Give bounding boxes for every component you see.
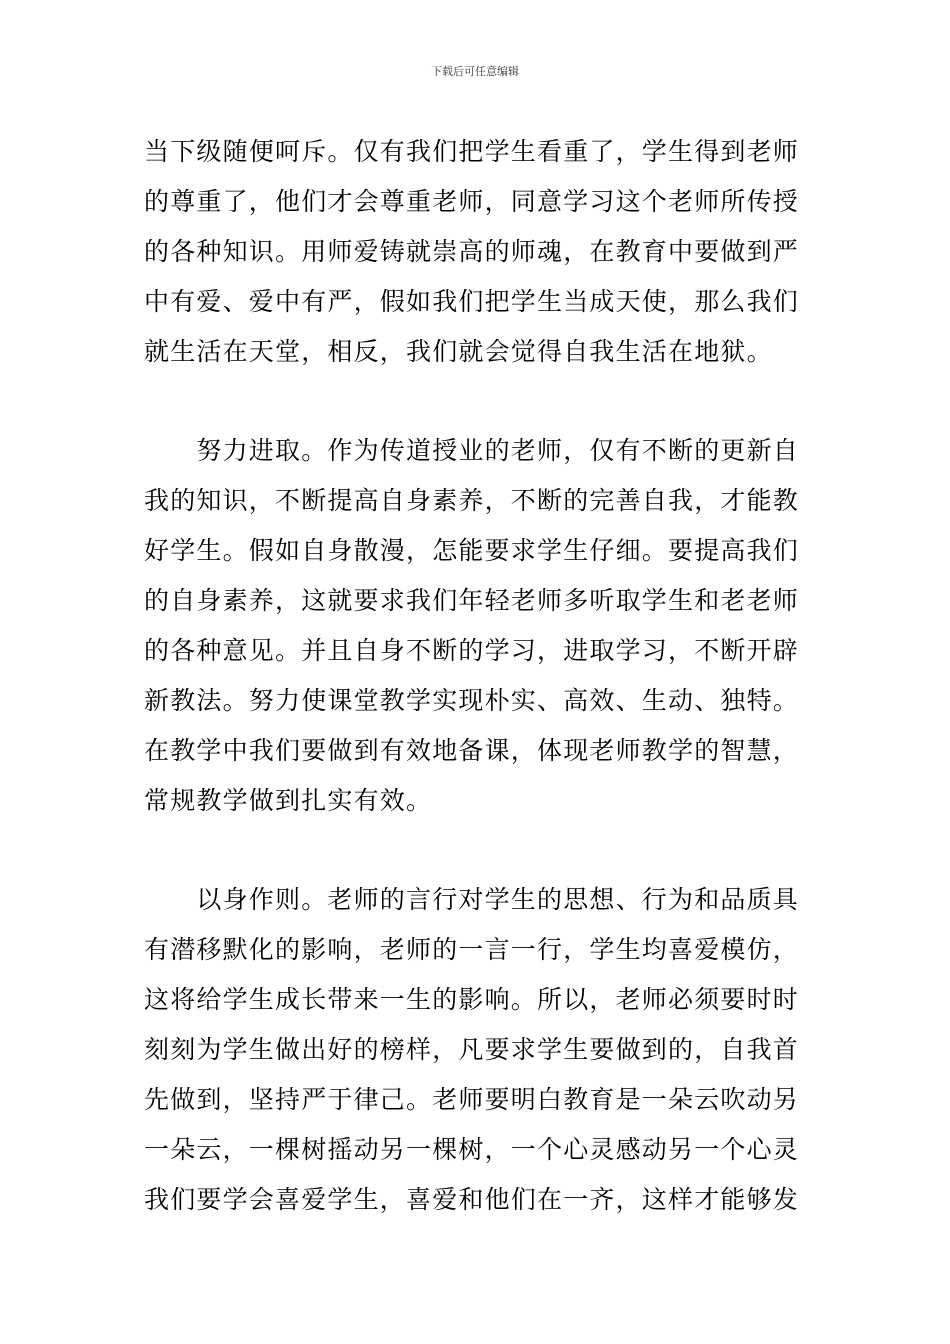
text-line: 中有爱、爱中有严，假如我们把学生当成天使，那么我们: [144, 287, 800, 316]
text-line: 新教法。努力使课堂教学实现朴实、高效、生动、独特。: [144, 686, 800, 715]
text-line: 当下级随便呵斥。仅有我们把学生看重了，学生得到老师: [144, 137, 800, 166]
paragraph-3: [144, 875, 814, 1225]
text-line: 这将给学生成长带来一生的影响。所以，老师必须要时时: [144, 985, 800, 1014]
paragraph-spacer: [144, 377, 814, 426]
paragraph-2: [144, 426, 814, 826]
text-line: 在教学中我们要做到有效地备课，体现老师教学的智慧，: [144, 736, 800, 765]
text-line: 以身作则。老师的言行对学生的思想、行为和品质具: [144, 885, 800, 914]
text-line: 努力进取。作为传道授业的老师，仅有不断的更新自: [144, 436, 800, 465]
text-line: 的各种意见。并且自身不断的学习，进取学习，不断开辟: [144, 636, 800, 665]
text-line: 我们要学会喜爱学生，喜爱和他们在一齐，这样才能够发: [144, 1185, 800, 1214]
text-line: 先做到，坚持严于律己。老师要明白教育是一朵云吹动另: [144, 1085, 800, 1114]
text-line: 一朵云，一棵树摇动另一棵树，一个心灵感动另一个心灵: [144, 1135, 800, 1164]
paragraph-spacer: [144, 826, 814, 875]
text-line: 我的知识，不断提高自身素养，不断的完善自我，才能教: [144, 486, 800, 515]
text-line: 就生活在天堂，相反，我们就会觉得自我生活在地狱。: [144, 337, 773, 366]
text-line: 常规教学做到扎实有效。: [144, 786, 433, 815]
text-line: 刻刻为学生做出好的榜样，凡要求学生要做到的，自我首: [144, 1035, 800, 1064]
text-line: 的尊重了，他们才会尊重老师，同意学习这个老师所传授: [144, 187, 800, 216]
text-line: 有潜移默化的影响，老师的一言一行，学生均喜爱模仿，: [144, 935, 800, 964]
text-line: 的自身素养，这就要求我们年轻老师多听取学生和老老师: [144, 586, 800, 615]
document-body: [144, 127, 814, 1225]
text-line: 好学生。假如自身散漫，怎能要求学生仔细。要提高我们: [144, 536, 800, 565]
page-header: 下载后可任意编辑: [431, 65, 519, 78]
paragraph-1: [144, 127, 814, 377]
text-line: 的各种知识。用师爱铸就崇高的师魂，在教育中要做到严: [144, 237, 800, 266]
